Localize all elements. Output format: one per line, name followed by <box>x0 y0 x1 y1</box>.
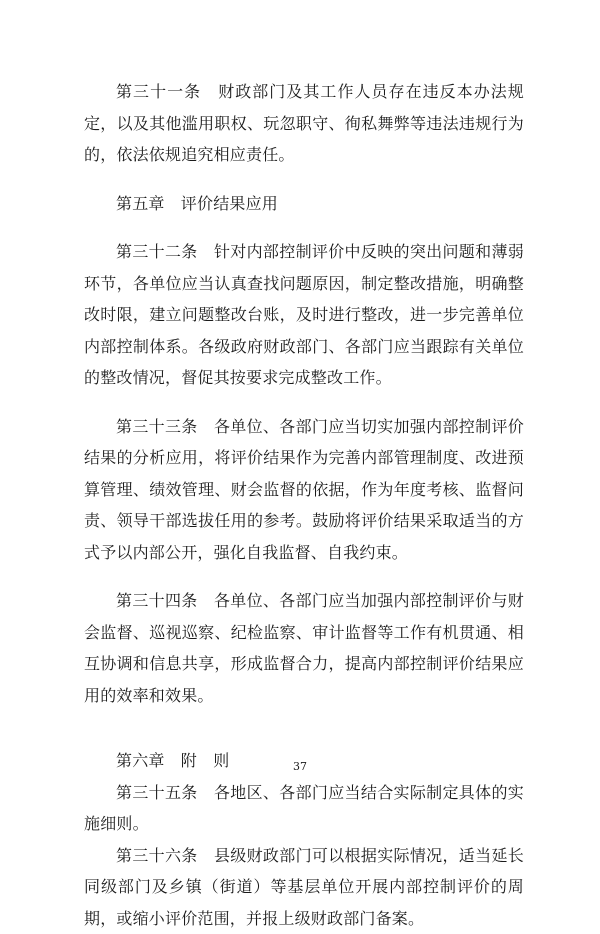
paragraph-spacer <box>84 219 524 236</box>
article-34: 第三十四条 各单位、各部门应当加强内部控制评价与财会监督、巡视巡察、纪检监察、审计监督等工作有机贯通、相互协调和信息共享，形成监督合力，提高内部控制评价结果应用的效率和效果。 <box>84 585 524 711</box>
page-number: 37 <box>0 760 600 773</box>
paragraph-spacer <box>84 171 524 188</box>
article-35: 第三十五条 各地区、各部门应当结合实际制定具体的实施细则。 <box>84 777 524 840</box>
paragraph-spacer <box>84 568 524 585</box>
chapter-6-heading: 第六章 附 则 <box>84 745 524 777</box>
article-33: 第三十三条 各单位、各部门应当切实加强内部控制评价结果的分析应用，将评价结果作为完善内部管理制度、改进预算管理、绩效管理、财会监督的依据，作为年度考核、监督问责、领导干部选拔任用的参考。鼓励将评价结果采取适当的方式予以内部公开，强化自我监督、自我约束。 <box>84 411 524 569</box>
paragraph-spacer <box>84 711 524 745</box>
chapter-5-heading: 第五章 评价结果应用 <box>84 188 524 220</box>
article-31: 第三十一条 财政部门及其工作人员存在违反本办法规定，以及其他滥用职权、玩忽职守、徇私舞弊等违法违规行为的，依法依规追究相应责任。 <box>84 76 524 171</box>
paragraph-spacer <box>84 394 524 411</box>
document-body <box>84 76 524 934</box>
article-32: 第三十二条 针对内部控制评价中反映的突出问题和薄弱环节，各单位应当认真查找问题原因，制定整改措施，明确整改时限，建立问题整改台账，及时进行整改，进一步完善单位内部控制体系。各级政府财政部门、各部门应当跟踪有关单位的整改情况，督促其按要求完成整改工作。 <box>84 236 524 394</box>
article-36: 第三十六条 县级财政部门可以根据实际情况，适当延长同级部门及乡镇（街道）等基层单位开展内部控制评价的周期，或缩小评价范围，并报上级财政部门备案。 <box>84 840 524 934</box>
